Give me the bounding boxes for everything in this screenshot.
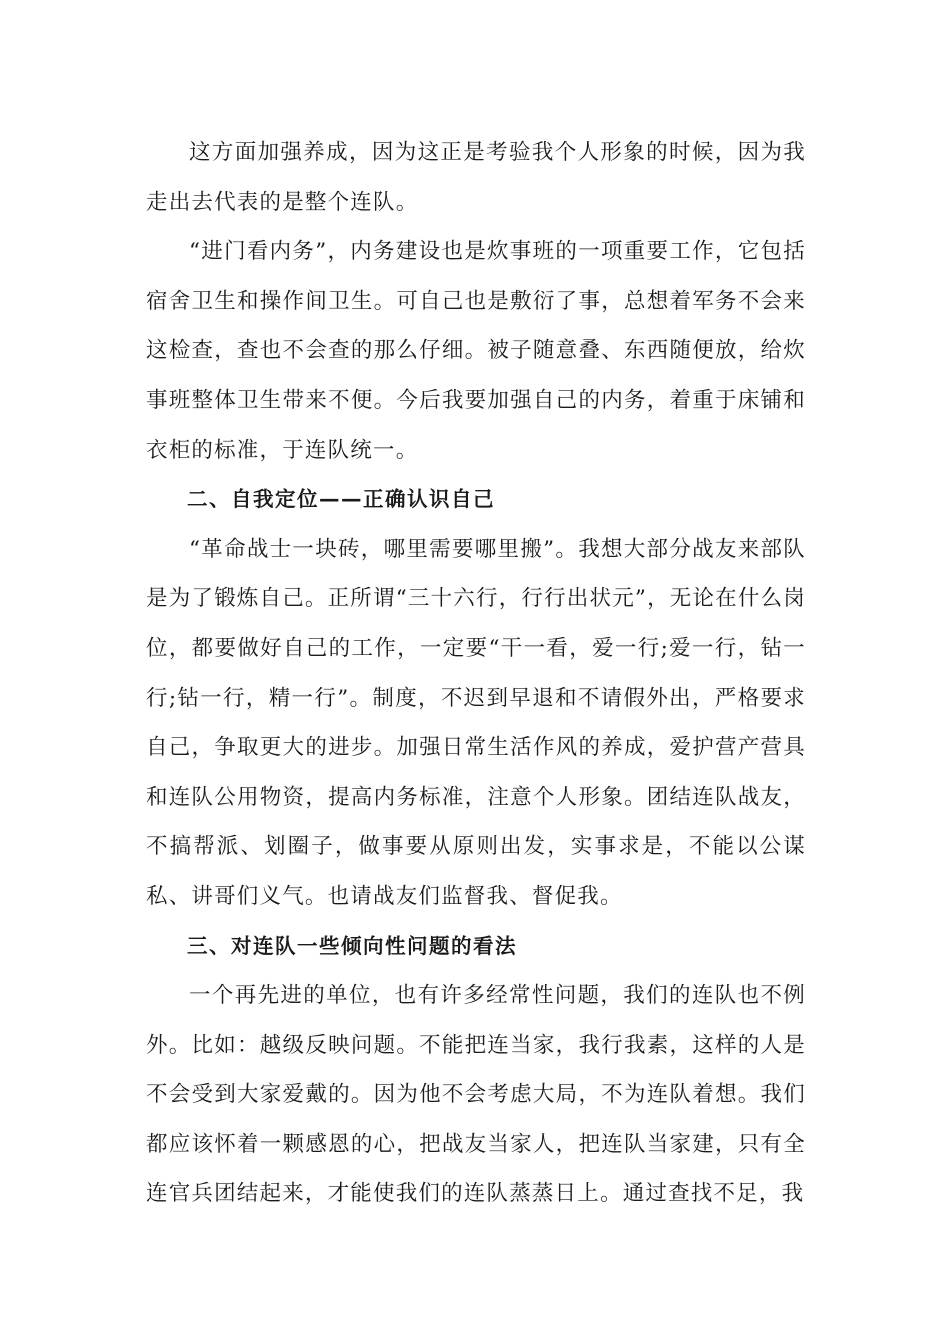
document-body [146,128,806,1219]
section-heading-self-positioning: 二、自我定位——正确认识自己 [187,487,495,512]
paragraph-company-issues: 一个再先进的单位，也有许多经常性问题，我们的连队也不例外。比如：越级反映问题。不能把连当家，我行我素，这样的人是不会受到大家爱戴的。因为他不会考虑大局，不为连队着想。我们都应该怀着一颗感恩的心，把战友当家人，把连队当家建，只有全连官兵团结起来，才能使我们的连队蒸蒸日上。通过查找不足，我 [146,983,806,1207]
section-heading-company-issues: 三、对连队一些倾向性问题的看法 [187,933,517,958]
paragraph-housekeeping: “进门看内务”，内务建设也是炊事班的一项重要工作，它包括宿舍卫生和操作间卫生。可自己也是敷衍了事，总想着军务不会来这检查，查也不会查的那么仔细。被子随意叠、东西随便放，给炊事班整体卫生带来不便。今后我要加强自己的内务，着重于床铺和衣柜的标准，于连队统一。 [146,239,806,463]
paragraph-self-positioning: “革命战士一块砖，哪里需要哪里搬”。我想大部分战友来部队是为了锻炼自己。正所谓“三十六行，行行出状元”，无论在什么岗位，都要做好自己的工作，一定要“干一看，爱一行;爱一行，钻一行;钻一行，精一行”。制度，不迟到早退和不请假外出，严格要求自己，争取更大的进步。加强日常生活作风的养成，爱护营产营具和连队公用物资，提高内务标准，注意个人形象。团结连队战友，不搞帮派、划圈子，做事要从原则出发，实事求是，不能以公谋私、讲哥们义气。也请战友们监督我、督促我。 [146,536,806,909]
paragraph-continuation: 这方面加强养成，因为这正是考验我个人形象的时候，因为我走出去代表的是整个连队。 [146,140,806,215]
